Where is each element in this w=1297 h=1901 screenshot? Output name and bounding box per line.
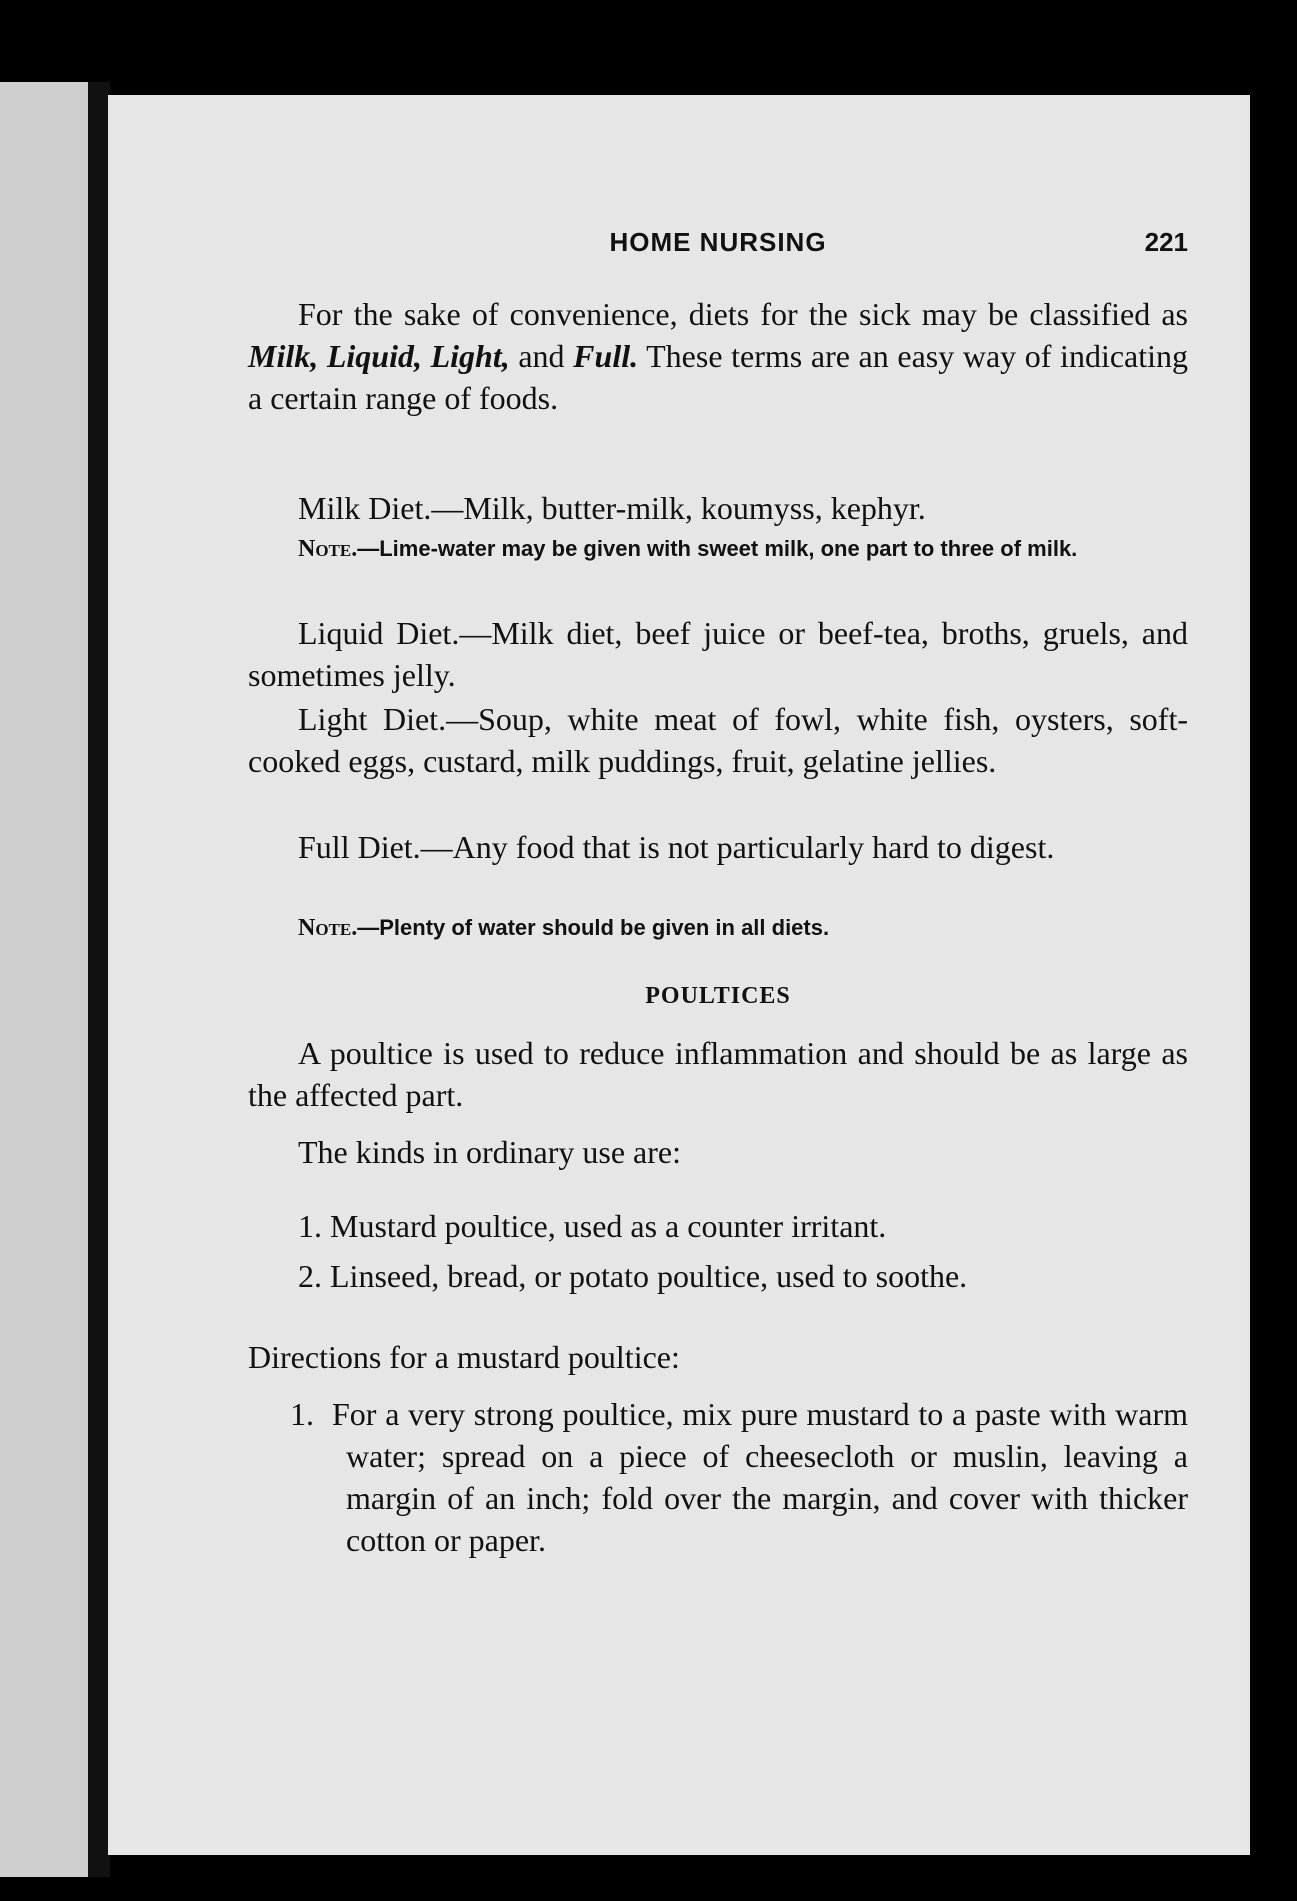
intro-text-before: For the sake of convenience, diets for the sick may be classified as: [298, 296, 1188, 332]
milk-diet-text: Milk Diet.—Milk, butter-milk, koumyss, kephyr.: [298, 490, 926, 526]
note-water: [248, 910, 1188, 946]
milk-diet-paragraph: [248, 487, 1188, 529]
poultice-intro-paragraph: [248, 1032, 1188, 1116]
section-heading: POULTICES: [645, 983, 791, 1009]
list-item: [248, 1393, 1188, 1561]
note-text: —Plenty of water should be given in all diets.: [357, 915, 830, 940]
diet-full-term: Full.: [573, 338, 639, 374]
scan-background-left: [0, 82, 92, 1877]
diet-liquid-term: Liquid,: [326, 338, 422, 374]
intro-and: and: [509, 338, 574, 374]
diet-milk-term: Milk,: [248, 338, 319, 374]
list-item: 1. Mustard poultice, used as a counter irritant.: [298, 1208, 887, 1244]
page-number: 221: [1144, 227, 1188, 257]
kinds-intro-paragraph: [248, 1131, 1188, 1173]
directions-list: [248, 1393, 1188, 1561]
full-diet-paragraph: [248, 826, 1188, 868]
list-item-text: For a very strong poultice, mix pure mustard to a paste with warm water; spread on a piece of cheesecloth or muslin, leaving a margin of an inch; fold over the margin, and cover with thicker cotton or paper.: [332, 1396, 1188, 1558]
book-spine: [88, 82, 110, 1877]
book-page: [108, 95, 1250, 1855]
full-diet-text: Full Diet.—Any food that is not particularly hard to digest.: [298, 829, 1055, 865]
note-text: —Lime-water may be given with sweet milk, one part to three of milk.: [357, 536, 1078, 561]
list-item-number: 1.: [290, 1396, 314, 1432]
light-diet-paragraph: [248, 698, 1188, 782]
page-header: [248, 227, 1188, 267]
intro-text-after: These terms are an easy way of indicating a certain range of foods.: [248, 338, 1189, 416]
kinds-intro-text: The kinds in ordinary use are:: [298, 1134, 681, 1170]
light-diet-text: Light Diet.—Soup, white meat of fowl, white fish, oysters, soft-cooked eggs, custard, milk puddings, fruit, gelatine jellies.: [248, 701, 1188, 779]
liquid-diet-text: Liquid Diet.—Milk diet, beef juice or beef-tea, broths, gruels, and sometimes jelly.: [248, 615, 1188, 693]
liquid-diet-paragraph: [248, 612, 1188, 696]
note-label: Note.: [298, 915, 358, 941]
list-item: 2. Linseed, bread, or potato poultice, used to soothe.: [298, 1258, 968, 1294]
running-title: HOME NURSING: [609, 227, 827, 257]
intro-paragraph: [248, 293, 1188, 419]
directions-intro-paragraph: [248, 1336, 1188, 1378]
diet-light-term: Light,: [430, 338, 510, 374]
poultice-intro-text: A poultice is used to reduce inflammation and should be as large as the affected part.: [248, 1035, 1188, 1113]
note-lime-water: [248, 531, 1188, 567]
note-label: Note.: [298, 536, 358, 562]
directions-intro-text: Directions for a mustard poultice:: [248, 1339, 680, 1375]
